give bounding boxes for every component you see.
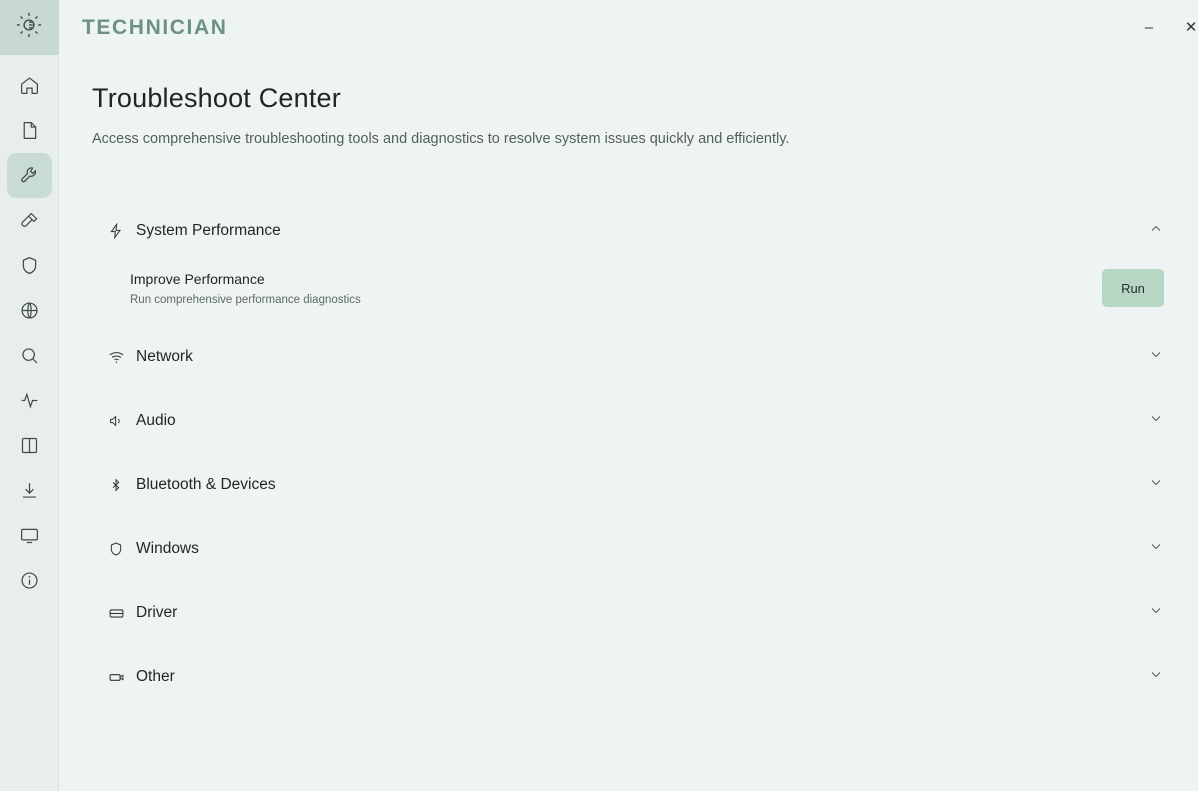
section-header-network[interactable] [92,335,1172,379]
sidebar-item-search[interactable] [7,333,52,378]
section-windows [92,527,1172,591]
chevron-down-icon[interactable] [1148,667,1164,688]
globe-icon [19,300,40,321]
section-label: System Performance [136,222,281,239]
minimize-button[interactable]: – [1144,19,1154,36]
section-header-driver[interactable] [92,591,1172,635]
sidebar-item-monitor-activity[interactable] [7,378,52,423]
sidebar-item-downloads[interactable] [7,468,52,513]
tool-info [130,271,361,306]
document-icon [19,120,40,141]
bluetooth-icon [107,477,125,493]
main-area [59,0,1198,791]
app-logo[interactable] [0,0,59,55]
section-driver [92,591,1172,655]
section-header-system-performance[interactable] [92,209,1172,253]
section-label: Network [136,348,193,365]
chevron-down-icon[interactable] [1148,475,1164,496]
lightning-icon [107,223,125,239]
chevron-down-icon[interactable] [1148,411,1164,432]
tool-description: Run comprehensive performance diagnostics [130,293,361,306]
hammer-icon [19,210,40,231]
sidebar-item-display[interactable] [7,513,52,558]
sidebar-item-reports[interactable] [7,108,52,153]
page-title: Troubleshoot Center [92,83,341,113]
sidebar-item-security[interactable] [7,243,52,288]
tool-name: Improve Performance [130,270,265,287]
sidebar [0,0,59,791]
sidebar-item-about[interactable] [7,558,52,603]
shield-icon [107,541,125,557]
monitor-icon [19,525,40,546]
wrench-icon [19,165,40,186]
section-label: Audio [136,412,176,429]
wifi-icon [107,349,125,366]
page-content [59,55,1198,699]
speaker-icon [107,413,125,429]
chevron-down-icon[interactable] [1148,539,1164,560]
section-bluetooth-devices [92,463,1172,527]
sidebar-item-troubleshoot[interactable] [7,153,52,198]
section-label: Windows [136,540,199,557]
section-label: Other [136,668,175,685]
shield-icon [19,255,40,276]
sidebar-item-repair[interactable] [7,198,52,243]
chevron-down-icon[interactable] [1148,347,1164,368]
chip-gear-icon [15,11,43,44]
activity-icon [19,390,40,411]
sidebar-item-library[interactable] [7,423,52,468]
device-icon [107,669,125,686]
section-header-audio[interactable] [92,399,1172,443]
books-icon [19,435,40,456]
troubleshoot-accordion [92,209,1172,699]
close-button[interactable]: ✕ [1184,19,1198,36]
section-body-system-performance [92,253,1172,327]
app-title: TECHNICIAN [82,15,228,39]
section-network [92,335,1172,399]
title-bar [59,0,1198,55]
section-audio [92,399,1172,463]
chevron-down-icon[interactable] [1148,603,1164,624]
window-controls [1130,0,1198,55]
sidebar-item-network[interactable] [7,288,52,333]
page-subtitle: Access comprehensive troubleshooting tools and diagnostics to resolve system issues quickly and efficiently. [92,131,790,147]
home-icon [19,75,40,96]
tool-row [92,263,1172,313]
chip-icon [107,605,125,622]
section-other [92,655,1172,699]
download-icon [19,480,40,501]
section-header-other[interactable] [92,655,1172,699]
chevron-up-icon[interactable] [1148,221,1164,242]
section-label: Driver [136,604,178,621]
sidebar-nav [0,55,59,603]
section-header-bluetooth-devices[interactable] [92,463,1172,507]
search-icon [19,345,40,366]
sidebar-item-home[interactable] [7,63,52,108]
run-button[interactable]: Run [1102,269,1164,307]
info-icon [19,570,40,591]
section-system-performance [92,209,1172,327]
section-label: Bluetooth & Devices [136,476,276,493]
section-header-windows[interactable] [92,527,1172,571]
